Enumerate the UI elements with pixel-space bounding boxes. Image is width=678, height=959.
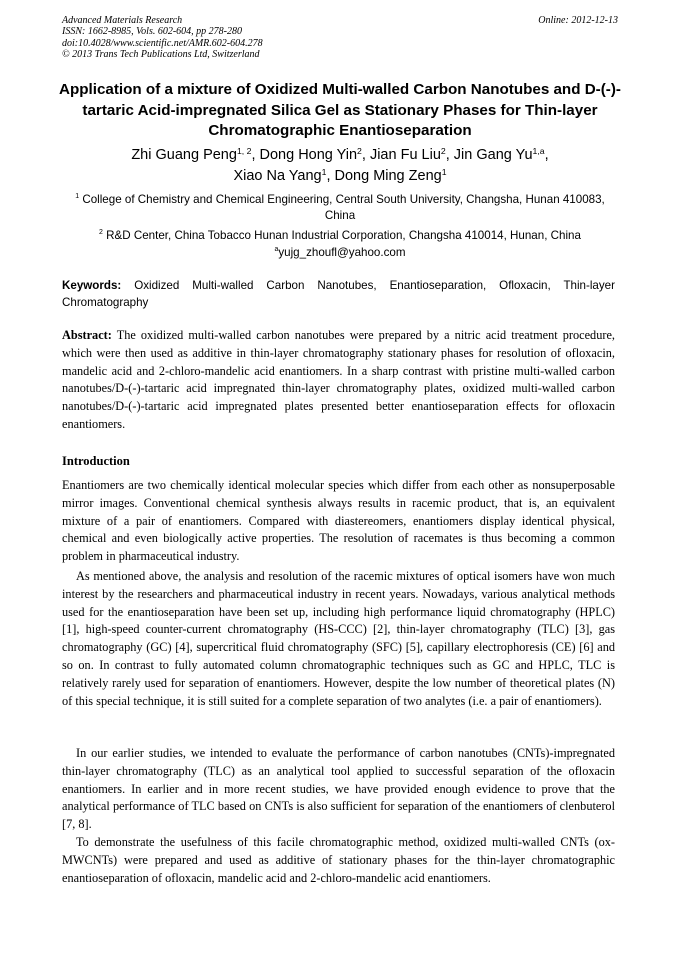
author-separator: , xyxy=(445,147,454,163)
online-date: Online: 2012-12-13 xyxy=(538,15,618,26)
author-name: Dong Ming Zeng xyxy=(334,167,442,184)
affiliation-1 xyxy=(62,192,618,223)
author-name: Dong Hong Yin xyxy=(259,147,358,163)
section-heading-introduction: Introduction xyxy=(62,454,130,468)
intro-paragraph-2: As mentioned above, the analysis and resolution of the racemic mixtures of optical isomers have won much interest by the researchers and pharmaceutical industry in recent years. Nowadays, various analytical methods used for the enantioseparation have been set up, including high performance liquid chromatography (HPLC) [1], high-speed counter-current chromatography (HS-CCC) [2], thin-layer chromatography (TLC) [3], gas chromatography (GC) [4], supercritical fluid chromatography (SFC) [5], capillary electrophoresis (CE) [6] and so on. In contrast to fully automated column chromatographic techniques such as GC and HPLC, TLC is relatively rarely used for separation of enantiomers. However, despite the low number of theoretical plates (N) of this special technique, it is still suited for a complete separation of two analytes (i.e. a pair of enantiomers). xyxy=(62,569,615,708)
author-name: Xiao Na Yang xyxy=(233,167,322,184)
intro-paragraph-4: To demonstrate the usefulness of this facile chromatographic method, oxidized multi-walled CNTs (ox-MWCNTs) were prepared and used as additive of stationary phases for the thin-layer chromatographic enantioseparation of ofloxacin, mandelic acid and 2-chloro-mandelic acid enantiomers. xyxy=(62,835,615,885)
keywords-text: Oxidized Multi-walled Carbon Nanotubes, Enantioseparation, Ofloxacin, Thin-layer Chromatography xyxy=(62,279,615,309)
author-affil-mark: 1,a xyxy=(532,146,545,156)
paper-title: Application of a mixture of Oxidized Multi-walled Carbon Nanotubes and D-(-)-tartaric Acid-impregnated Silica Gel as Stationary Phases for Thin-layer Chromatographic Enantioseparation xyxy=(59,81,621,139)
issn-line: ISSN: 1662-8985, Vols. 602-604, pp 278-280 xyxy=(62,26,242,38)
author-separator: , xyxy=(544,147,549,163)
abstract-block xyxy=(62,327,615,434)
author-name: Jian Fu Liu xyxy=(369,147,441,163)
author-affil-mark: 2 xyxy=(440,146,446,156)
author-affil-mark: 1 xyxy=(441,166,447,177)
email-address[interactable]: yujg_zhoufl@yahoo.com xyxy=(278,246,406,259)
author-name: Jin Gang Yu xyxy=(453,147,533,163)
abstract-text: The oxidized multi-walled carbon nanotubes were prepared by a nitric acid treatment procedure, which were then used as additive in thin-layer chromatography stationary phases for resolution of ofloxacin, mandelic acid and 2-chloro-mandelic acid enantiomers. In a sharp contrast with pristine multi-walled carbon nanotubes/D-(-)-tartaric acid impregnated thin-layer chromatography plates, oxidized multi-walled carbon nanotubes/D-(-)-tartaric acid impregnated plates presented better enantioseparation effects for ofloxacin enantiomers. xyxy=(62,328,615,431)
intro-paragraph-3: In our earlier studies, we intended to evaluate the performance of carbon nanotubes (CNTs)-impregnated thin-layer chromatography (TLC) as an analytical tool applied to successful separation of the ofloxacin enantiomers. In earlier and in more recent studies, we have provided enough evidence to prove that the analytical performance of TLC based on CNTs is also sufficient for separation of the enantiomers of clenbuterol [7, 8]. xyxy=(62,746,615,832)
abstract-label: Abstract: xyxy=(62,328,112,342)
affiliation-text: R&D Center, China Tobacco Hunan Industrial Corporation, Changsha 410014, Hunan, China xyxy=(106,229,581,242)
copyright-line: © 2013 Trans Tech Publications Ltd, Switzerland xyxy=(62,49,260,61)
doi-line: doi:10.4028/www.scientific.net/AMR.602-604.278 xyxy=(62,37,263,49)
author-affil-mark: 2 xyxy=(357,146,362,156)
affiliation-mark: 1 xyxy=(75,193,80,200)
journal-header xyxy=(62,15,618,61)
author-separator: , xyxy=(251,147,260,163)
author-list xyxy=(50,145,630,186)
keywords-label: Keywords: xyxy=(62,279,122,292)
author-affil-mark: 1 xyxy=(321,166,327,177)
contact-email xyxy=(62,245,618,261)
email-mark: a xyxy=(274,246,279,253)
author-affil-mark: 1, 2 xyxy=(236,146,252,156)
author-separator: , xyxy=(326,167,335,184)
intro-paragraph-1: Enantiomers are two chemically identical molecular species which differ from each other as nonsuperposable mirror images. Conventional chemical synthesis always results in racemic product, that is, an equivalent mixture of a pair of enantiomers. Compared with diastereomers, enantiomers display identical physical, chemical and even biologically active properties. The resolution of racemates is thus becoming a common problem in pharmaceutical industry. xyxy=(62,478,615,564)
journal-name: Advanced Materials Research xyxy=(62,15,183,26)
affiliation-text: College of Chemistry and Chemical Engineering, Central South University, Changsha, Hunan 410083, China xyxy=(82,193,605,222)
author-separator: , xyxy=(361,147,370,163)
keywords-block xyxy=(62,278,615,311)
author-name: Zhi Guang Peng xyxy=(131,147,237,163)
affiliation-2 xyxy=(62,228,618,244)
affiliation-mark: 2 xyxy=(99,229,103,236)
